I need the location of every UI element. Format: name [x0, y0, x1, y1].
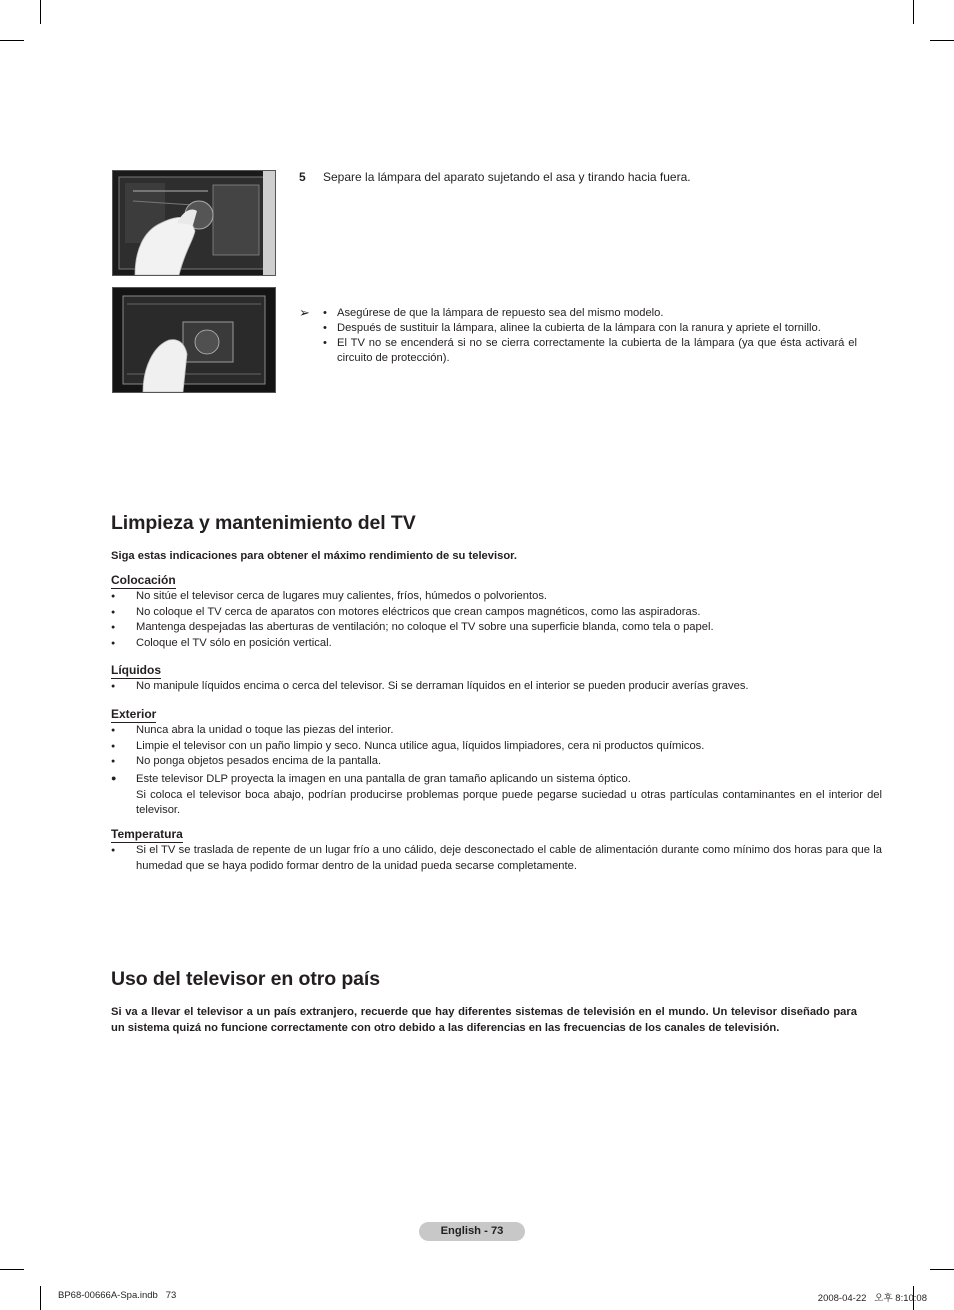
- abroad-title: Uso del televisor en otro país: [111, 968, 380, 990]
- cleaning-lead: Siga estas indicaciones para obtener el máximo rendimiento de su televisor.: [111, 550, 517, 562]
- lamp-removal-illustration: [113, 171, 275, 275]
- list-item: [136, 772, 882, 819]
- cleaning-title: Limpieza y mantenimiento del TV: [111, 512, 416, 534]
- crop-mark: [40, 0, 41, 24]
- crop-mark: [40, 1286, 41, 1310]
- list-item: ● Coloque el TV sólo en posición vertical.: [136, 636, 882, 652]
- colocacion-heading: Colocación: [111, 573, 176, 587]
- temperatura-list: [111, 843, 882, 874]
- list-item: ● No ponga objetos pesados encima de la pantalla.: [136, 754, 882, 770]
- exterior-list: [111, 723, 882, 770]
- note-item: • El TV no se encenderá si no se cierra correctamente la cubierta de la lámpara (ya que ésta activará el circuito de protección).: [337, 336, 857, 366]
- step-text: Separe la lámpara del aparato sujetando el asa y tirando hacia fuera.: [323, 170, 691, 184]
- list-item: ● No sitúe el televisor cerca de lugares muy calientes, fríos, húmedos o polvorientos.: [136, 589, 882, 605]
- list-item: ● Si el TV se traslada de repente de un lugar frío a uno cálido, deje desconectado el cable de alimentación durante como mínimo dos horas para que la humedad que se haya podido formar dentro de la unidad pueda secarse completamente.: [136, 843, 882, 874]
- crop-mark: [930, 1269, 954, 1270]
- crop-mark: [0, 1269, 24, 1270]
- notes-block: [299, 306, 857, 366]
- liquidos-heading: Líquidos: [111, 663, 161, 677]
- lamp-compartment-illustration: [113, 288, 275, 392]
- exterior-dlp-list: [111, 772, 882, 819]
- footer-timestamp: 2008-04-22 오후 8:10:08: [817, 1293, 927, 1304]
- liquidos-list: [111, 679, 882, 695]
- lamp-removal-photo: [112, 170, 276, 276]
- list-item: ● Mantenga despejadas las aberturas de ventilación; no coloque el TV sobre una superficie blanda, como tela o papel.: [136, 620, 882, 636]
- crop-mark: [930, 40, 954, 41]
- note-arrow-icon: ➢: [299, 305, 310, 320]
- abroad-lead: Si va a llevar el televisor a un país extranjero, recuerde que hay diferentes sistemas de televisión en el mundo. Un televisor diseñado para un sistema quizá no funcione correctamente con otro debido a las diferencias en las frecuencias de los canales de televisión.: [111, 1006, 857, 1034]
- list-item: ● No manipule líquidos encima o cerca del televisor. Si se derraman líquidos en el interior se pueden producir averías graves.: [136, 679, 882, 695]
- crop-mark: [913, 0, 914, 24]
- note-item: • Después de sustituir la lámpara, alinee la cubierta de la lámpara con la ranura y apriete el tornillo.: [337, 321, 857, 336]
- dlp-line-2: Si coloca el televisor boca abajo, podrían producirse problemas porque puede pegarse suciedad u otras partículas contaminantes en el interior del televisor.: [136, 788, 882, 816]
- step-5: [299, 170, 859, 185]
- exterior-heading: Exterior: [111, 707, 157, 721]
- lamp-cover-photo: [112, 287, 276, 393]
- page-number-badge: English - 73: [419, 1222, 525, 1241]
- step-number: 5: [299, 170, 306, 184]
- notes-list: [299, 306, 857, 366]
- footer-file-info: BP68-00666A-Spa.indb 73: [58, 1290, 177, 1301]
- colocacion-list: [111, 589, 882, 651]
- temperatura-heading: Temperatura: [111, 827, 183, 841]
- dlp-line-1: Este televisor DLP proyecta la imagen en una pantalla de gran tamaño aplicando un sistema óptico.: [136, 773, 631, 785]
- list-item: ● Nunca abra la unidad o toque las piezas del interior.: [136, 723, 882, 739]
- list-item: ● Limpie el televisor con un paño limpio y seco. Nunca utilice agua, líquidos limpiadores, cera ni productos químicos.: [136, 739, 882, 755]
- crop-mark: [0, 40, 24, 41]
- note-item: • Asegúrese de que la lámpara de repuesto sea del mismo modelo.: [337, 306, 857, 321]
- list-item: ● No coloque el TV cerca de aparatos con motores eléctricos que crean campos magnéticos, como las aspiradoras.: [136, 605, 882, 621]
